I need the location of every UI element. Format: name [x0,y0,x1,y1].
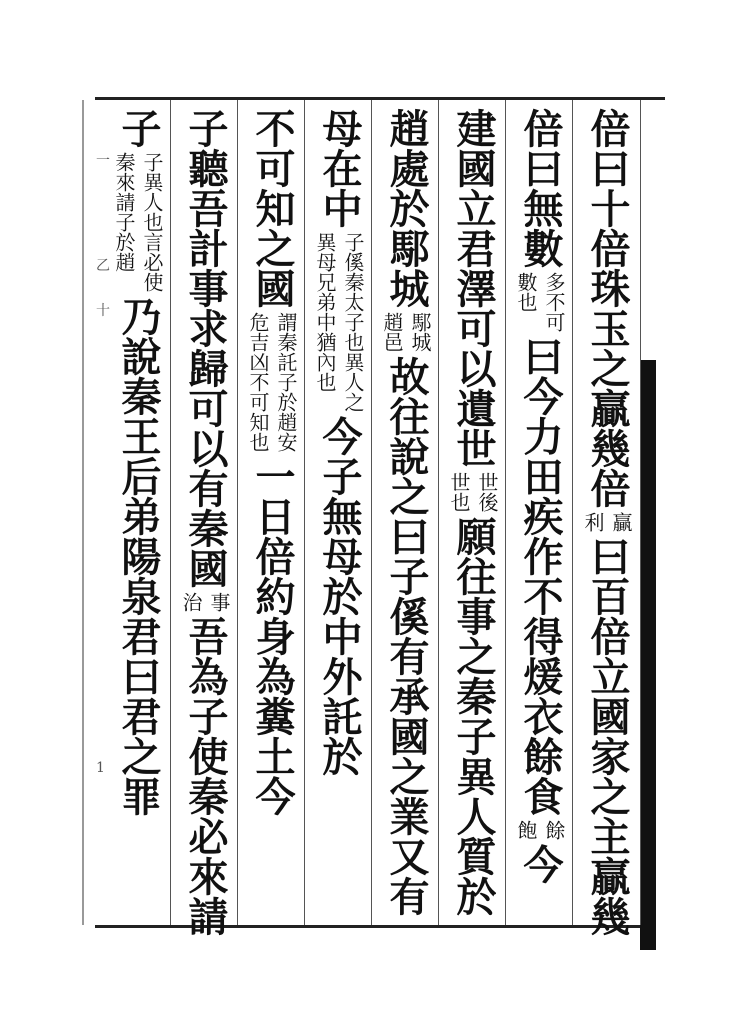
column-divider [170,100,171,925]
text-column [173,108,237,936]
commentary-note [106,152,170,292]
column-divider [572,100,573,925]
margin-mark: 十 [96,303,110,319]
main-text: 曰百倍立國家之主贏幾 [584,536,631,936]
commentary-line: 秦來請子於趙 [112,152,136,272]
column-divider [371,100,372,925]
text-column [508,108,572,928]
main-text: 故往說之曰子傒有承國之業又有 [383,356,430,916]
main-text: 乃說秦王后弟陽泉君曰君之罪 [115,296,162,816]
commentary-note [307,232,371,412]
text-column [106,108,170,928]
main-text: 子聽吾計事求歸可以有秦國 [182,108,229,588]
commentary-line: 謂秦託子於趙安 [274,312,298,452]
margin-mark: 乙 [96,258,110,274]
commentary-note [441,472,505,512]
commentary-note [508,272,572,332]
margin-mark: 1 [96,760,105,776]
text-column [575,108,639,936]
main-text: 倍曰無數 [517,108,564,268]
main-text: 吾為子使秦必來請 [182,616,229,936]
commentary-note [240,312,304,452]
commentary-line: 世後 [475,472,499,512]
page-edge-shadow [640,360,656,950]
commentary-line: 飽 [514,820,538,840]
commentary-line: 子異人也言必使 [140,152,164,292]
commentary-line: 贏 [609,512,633,532]
main-text: 曰今力田疾作不得煖衣餘食 [517,336,564,816]
commentary-line: 多不可 [542,272,566,332]
commentary-note [173,592,237,612]
commentary-line: 數也 [514,272,538,312]
left-margin-line [82,100,84,925]
commentary-line: 䣕城 [408,312,432,352]
text-column [307,108,371,928]
top-border-rule [95,97,665,100]
commentary-line: 餘 [542,820,566,840]
main-text: 倍曰十倍珠玉之贏幾倍 [584,108,631,508]
column-divider [505,100,506,925]
text-column [374,108,438,928]
column-divider [237,100,238,925]
main-text: 願往事之秦子異人質於 [450,516,497,916]
main-text: 趙處於䣕城 [383,108,430,308]
commentary-line: 危吉凶不可知也 [246,312,270,452]
commentary-note [508,820,572,840]
commentary-line: 世也 [447,472,471,512]
commentary-note [575,512,639,532]
commentary-line: 利 [581,512,605,532]
commentary-line: 趙邑 [380,312,404,352]
text-column [240,108,304,928]
main-text: 今子無母於中外託於 [316,416,363,776]
commentary-note [374,312,438,352]
margin-mark: 一 [96,153,110,169]
commentary-line: 異母兄弟中猶內也 [313,232,337,392]
main-text: 不可知之國 [249,108,296,308]
main-text: 建國立君澤可以遺世 [450,108,497,468]
column-divider [304,100,305,925]
column-divider [640,100,641,925]
column-divider [438,100,439,925]
main-text: 一日倍約身為糞土今 [249,456,296,816]
commentary-line: 子傒秦太子也異人之 [341,232,365,412]
main-text: 母在中 [316,108,363,228]
text-column [441,108,505,928]
commentary-line: 事 [207,592,231,612]
main-text: 子 [115,108,162,148]
commentary-line: 治 [179,592,203,612]
main-text: 今 [517,844,564,884]
